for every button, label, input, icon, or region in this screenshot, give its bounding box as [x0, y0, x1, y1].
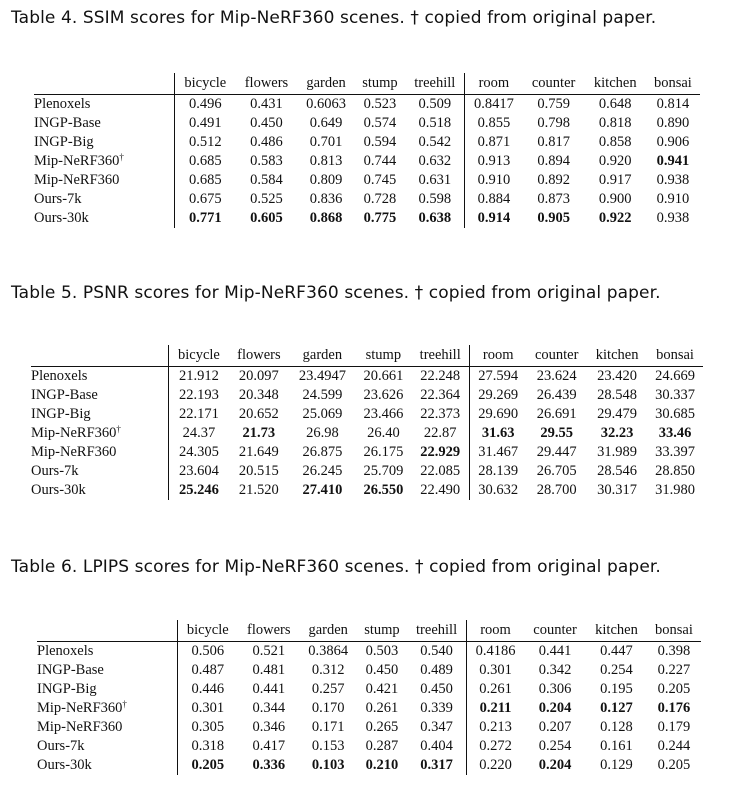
method-name: Mip-NeRF360 — [31, 425, 117, 441]
row-label — [34, 114, 175, 133]
score-cell: 0.818 — [598, 115, 632, 131]
column-header: bonsai — [646, 73, 700, 95]
table-row — [37, 718, 701, 737]
score-cell: 0.306 — [538, 681, 572, 697]
row-label — [31, 443, 169, 462]
score-cell: 22.87 — [411, 424, 469, 443]
method-name: INGP-Base — [34, 115, 101, 131]
method-name: Mip-NeRF360 — [31, 444, 117, 460]
table-row — [34, 133, 700, 152]
column-header: kitchen — [587, 345, 647, 367]
score-cell: 0.346 — [252, 719, 286, 735]
column-header: bicycle — [177, 620, 237, 642]
score-cell: 26.98 — [306, 425, 339, 441]
score-cell: 0.176 — [657, 700, 691, 716]
column-header: kitchen — [585, 73, 646, 95]
score-cell: 0.900 — [598, 191, 632, 207]
score-cell: 0.632 — [405, 152, 464, 171]
score-cell: 0.920 — [598, 153, 632, 169]
score-cell: 0.257 — [311, 681, 345, 697]
method-name: Mip-NeRF360 — [37, 700, 123, 716]
row-label — [31, 462, 169, 481]
score-cell: 0.254 — [600, 662, 633, 678]
score-cell: 0.127 — [600, 700, 633, 716]
score-cell: 25.246 — [178, 482, 219, 498]
score-cell: 26.550 — [363, 482, 404, 498]
header-row — [31, 345, 703, 367]
score-cell: 0.161 — [600, 738, 633, 754]
score-cell: 0.598 — [405, 190, 464, 209]
score-cell: 28.546 — [597, 463, 638, 479]
table-row — [37, 756, 701, 775]
dagger-marker: † — [122, 699, 127, 709]
method-name: INGP-Big — [34, 134, 94, 150]
score-cell: 0.431 — [250, 96, 283, 112]
score-cell: 21.73 — [242, 425, 276, 441]
score-cell: 28.139 — [478, 463, 519, 479]
table-4-caption: Table 4. SSIM scores for Mip-NeRF360 scenes. † copied from original paper. — [11, 8, 657, 28]
row-label — [37, 718, 177, 737]
table-row — [34, 152, 700, 171]
method-name: INGP-Base — [37, 662, 104, 678]
score-cell: 26.691 — [536, 406, 577, 422]
score-cell: 0.675 — [188, 191, 222, 207]
score-cell: 33.46 — [658, 425, 692, 441]
score-cell: 29.690 — [478, 406, 519, 422]
score-cell: 27.410 — [302, 482, 343, 498]
score-cell: 0.8417 — [473, 96, 514, 112]
score-cell: 0.521 — [252, 643, 286, 659]
score-cell: 24.599 — [302, 387, 343, 403]
score-cell: 0.261 — [365, 700, 399, 716]
score-cell: 0.496 — [188, 96, 222, 112]
score-cell: 0.868 — [309, 210, 343, 226]
column-header: garden — [300, 620, 357, 642]
score-cell: 0.336 — [252, 757, 286, 773]
header-row — [37, 620, 701, 642]
score-cell: 27.594 — [478, 368, 519, 384]
score-cell: 0.207 — [538, 719, 572, 735]
score-cell: 0.450 — [250, 115, 283, 131]
table-6-caption: Table 6. LPIPS scores for Mip-NeRF360 scenes. † copied from original paper. — [11, 557, 661, 577]
score-cell: 0.913 — [477, 153, 511, 169]
score-cell: 0.179 — [657, 719, 691, 735]
score-cell: 0.685 — [188, 172, 222, 188]
score-cell: 31.467 — [478, 444, 519, 460]
table-row — [31, 405, 703, 424]
row-label — [34, 190, 175, 209]
row-label — [34, 95, 175, 115]
score-cell: 0.518 — [405, 114, 464, 133]
score-cell: 0.583 — [250, 153, 283, 169]
score-cell: 0.170 — [311, 700, 345, 716]
score-cell: 23.624 — [536, 368, 577, 384]
score-cell: 20.097 — [238, 368, 279, 384]
score-cell: 0.809 — [309, 172, 343, 188]
method-name: Plenoxels — [31, 368, 88, 384]
row-label — [37, 699, 177, 718]
score-cell: 20.652 — [238, 406, 279, 422]
score-cell: 23.466 — [363, 406, 404, 422]
column-header: bonsai — [647, 620, 701, 642]
score-cell: 29.479 — [597, 406, 638, 422]
score-cell: 28.700 — [536, 482, 577, 498]
score-cell: 0.261 — [479, 681, 512, 697]
score-cell: 0.254 — [538, 738, 572, 754]
column-header: room — [465, 73, 523, 95]
score-cell: 0.481 — [252, 662, 286, 678]
method-name: Mip-NeRF360 — [34, 172, 120, 188]
score-cell: 22.085 — [411, 462, 469, 481]
score-cell: 21.912 — [178, 368, 219, 384]
score-cell: 28.850 — [655, 463, 695, 479]
score-cell: 22.364 — [411, 386, 469, 405]
score-cell: 0.6063 — [306, 96, 347, 112]
column-header: counter — [524, 620, 586, 642]
score-cell: 0.129 — [600, 757, 633, 773]
table-row — [37, 737, 701, 756]
score-cell: 0.540 — [407, 642, 466, 662]
score-cell: 0.450 — [407, 680, 466, 699]
table-row — [34, 171, 700, 190]
score-cell: 0.204 — [538, 700, 572, 716]
method-name: Ours-30k — [31, 482, 86, 498]
column-header: kitchen — [586, 620, 647, 642]
score-cell: 0.914 — [477, 210, 511, 226]
score-cell: 0.486 — [250, 134, 283, 150]
score-cell: 0.890 — [656, 115, 690, 131]
score-cell: 0.417 — [252, 738, 286, 754]
table-row — [31, 443, 703, 462]
score-cell: 0.594 — [363, 134, 397, 150]
score-cell: 0.584 — [250, 172, 283, 188]
table-row — [31, 367, 703, 387]
column-header: room — [470, 345, 527, 367]
table-row — [34, 95, 700, 115]
corner-cell — [37, 620, 177, 642]
column-header: stump — [355, 73, 406, 95]
score-cell: 0.441 — [538, 643, 572, 659]
score-cell: 0.906 — [656, 134, 690, 150]
corner-cell — [31, 345, 169, 367]
score-cell: 0.884 — [477, 191, 511, 207]
score-cell: 0.728 — [363, 191, 397, 207]
table-row — [34, 114, 700, 133]
row-label — [34, 152, 175, 171]
dagger-marker: † — [116, 424, 121, 434]
score-cell: 0.894 — [537, 153, 570, 169]
column-header: flowers — [235, 73, 297, 95]
score-cell: 0.798 — [537, 115, 570, 131]
score-cell: 0.265 — [365, 719, 399, 735]
score-cell: 0.523 — [363, 96, 397, 112]
score-cell: 0.759 — [537, 96, 570, 112]
score-cell: 24.37 — [182, 425, 216, 441]
column-header: counter — [526, 345, 587, 367]
score-cell: 0.446 — [191, 681, 225, 697]
score-cell: 0.542 — [405, 133, 464, 152]
score-cell: 24.669 — [655, 368, 695, 384]
score-cell: 25.709 — [363, 463, 404, 479]
score-cell: 20.515 — [238, 463, 279, 479]
score-cell: 24.305 — [178, 444, 219, 460]
score-cell: 0.941 — [656, 153, 690, 169]
score-cell: 21.520 — [238, 482, 279, 498]
column-header: treehill — [407, 620, 466, 642]
method-name: Mip-NeRF360 — [37, 719, 123, 735]
table-row — [34, 209, 700, 228]
column-header: bicycle — [169, 345, 228, 367]
score-cell: 0.638 — [405, 209, 464, 228]
score-cell: 0.938 — [656, 210, 690, 226]
score-cell: 0.205 — [191, 757, 225, 773]
row-label — [31, 367, 169, 387]
score-cell: 0.210 — [365, 757, 399, 773]
score-cell: 22.490 — [411, 481, 469, 500]
score-cell: 0.525 — [250, 191, 283, 207]
score-cell: 31.980 — [655, 482, 695, 498]
score-cell: 30.317 — [597, 482, 638, 498]
method-name: Plenoxels — [34, 96, 91, 112]
score-cell: 0.318 — [191, 738, 225, 754]
score-cell: 23.4947 — [298, 368, 346, 384]
score-cell: 0.905 — [537, 210, 570, 226]
score-cell: 0.506 — [191, 643, 225, 659]
ssim-table — [34, 73, 700, 228]
score-cell: 0.701 — [309, 134, 343, 150]
score-cell: 0.441 — [252, 681, 286, 697]
score-cell: 26.439 — [536, 387, 577, 403]
row-label — [37, 756, 177, 775]
score-cell: 0.605 — [250, 210, 283, 226]
score-cell: 30.685 — [655, 406, 695, 422]
psnr-table — [31, 345, 703, 500]
method-name: Ours-7k — [31, 463, 79, 479]
score-cell: 0.491 — [188, 115, 222, 131]
score-cell: 22.929 — [411, 443, 469, 462]
score-cell: 0.317 — [407, 756, 466, 775]
score-cell: 0.745 — [363, 172, 397, 188]
row-label — [34, 171, 175, 190]
score-cell: 0.771 — [188, 210, 222, 226]
score-cell: 22.248 — [411, 367, 469, 387]
method-name: Plenoxels — [37, 643, 94, 659]
score-cell: 0.775 — [363, 210, 397, 226]
score-cell: 0.398 — [657, 643, 691, 659]
score-cell: 21.649 — [238, 444, 279, 460]
table-row — [37, 642, 701, 662]
score-cell: 0.685 — [188, 153, 222, 169]
score-cell: 0.574 — [363, 115, 397, 131]
column-header: counter — [523, 73, 585, 95]
table-row — [37, 680, 701, 699]
score-cell: 0.447 — [600, 643, 633, 659]
score-cell: 23.604 — [178, 463, 219, 479]
score-cell: 31.63 — [481, 425, 515, 441]
row-label — [37, 661, 177, 680]
score-cell: 0.213 — [479, 719, 512, 735]
score-cell: 0.648 — [598, 96, 632, 112]
score-cell: 0.509 — [405, 95, 464, 115]
method-name: Mip-NeRF360 — [34, 153, 120, 169]
column-header: garden — [289, 345, 355, 367]
score-cell: 0.917 — [598, 172, 632, 188]
score-cell: 29.55 — [540, 425, 574, 441]
table-row — [31, 386, 703, 405]
score-cell: 0.301 — [479, 662, 512, 678]
score-cell: 0.3864 — [308, 643, 349, 659]
score-cell: 0.858 — [598, 134, 632, 150]
score-cell: 0.171 — [311, 719, 345, 735]
lpips-table — [37, 620, 701, 775]
score-cell: 0.922 — [598, 210, 632, 226]
score-cell: 0.347 — [407, 718, 466, 737]
score-cell: 0.205 — [657, 681, 691, 697]
score-cell: 0.227 — [657, 662, 691, 678]
column-header: stump — [355, 345, 411, 367]
score-cell: 0.128 — [600, 719, 633, 735]
score-cell: 0.503 — [365, 643, 399, 659]
score-cell: 0.487 — [191, 662, 225, 678]
table-row — [31, 462, 703, 481]
column-header: bicycle — [175, 73, 236, 95]
corner-cell — [34, 73, 175, 95]
score-cell: 0.344 — [252, 700, 286, 716]
method-name: INGP-Big — [31, 406, 91, 422]
score-cell: 0.404 — [407, 737, 466, 756]
score-cell: 0.339 — [407, 699, 466, 718]
column-header: bonsai — [647, 345, 703, 367]
score-cell: 23.626 — [363, 387, 404, 403]
dagger-marker: † — [119, 152, 124, 162]
table-row — [37, 699, 701, 718]
score-cell: 30.337 — [655, 387, 695, 403]
score-cell: 0.220 — [479, 757, 512, 773]
row-label — [37, 680, 177, 699]
score-cell: 0.910 — [656, 191, 690, 207]
score-cell: 0.301 — [191, 700, 225, 716]
score-cell: 0.204 — [538, 757, 572, 773]
score-cell: 29.269 — [478, 387, 519, 403]
row-label — [31, 405, 169, 424]
score-cell: 0.421 — [365, 681, 399, 697]
score-cell: 22.193 — [178, 387, 219, 403]
score-cell: 0.512 — [188, 134, 222, 150]
row-label — [31, 386, 169, 405]
method-name: Ours-30k — [34, 210, 89, 226]
column-header: room — [466, 620, 524, 642]
score-cell: 0.836 — [309, 191, 343, 207]
score-cell: 0.631 — [405, 171, 464, 190]
score-cell: 0.873 — [537, 191, 570, 207]
score-cell: 0.649 — [309, 115, 343, 131]
table-row — [31, 481, 703, 500]
score-cell: 0.195 — [600, 681, 633, 697]
column-header: treehill — [411, 345, 469, 367]
score-cell: 0.342 — [538, 662, 572, 678]
score-cell: 28.548 — [597, 387, 638, 403]
column-header: flowers — [228, 345, 289, 367]
score-cell: 26.705 — [536, 463, 577, 479]
column-header: treehill — [405, 73, 464, 95]
score-cell: 26.245 — [302, 463, 343, 479]
method-name: Ours-30k — [37, 757, 92, 773]
score-cell: 0.244 — [657, 738, 691, 754]
score-cell: 26.175 — [363, 444, 404, 460]
score-cell: 0.211 — [479, 700, 512, 716]
score-cell: 26.875 — [302, 444, 343, 460]
score-cell: 20.348 — [238, 387, 279, 403]
score-cell: 0.744 — [363, 153, 397, 169]
score-cell: 0.450 — [365, 662, 399, 678]
score-cell: 33.397 — [655, 444, 695, 460]
column-header: stump — [357, 620, 408, 642]
row-label — [31, 481, 169, 500]
score-cell: 0.305 — [191, 719, 225, 735]
score-cell: 22.171 — [178, 406, 219, 422]
score-cell: 0.205 — [657, 757, 691, 773]
score-cell: 0.4186 — [475, 643, 516, 659]
column-header: flowers — [238, 620, 300, 642]
score-cell: 23.420 — [597, 368, 638, 384]
score-cell: 25.069 — [302, 406, 343, 422]
score-cell: 0.892 — [537, 172, 570, 188]
score-cell: 29.447 — [536, 444, 577, 460]
table-row — [31, 424, 703, 443]
score-cell: 0.489 — [407, 661, 466, 680]
score-cell: 0.153 — [311, 738, 345, 754]
method-name: INGP-Base — [31, 387, 98, 403]
row-label — [31, 424, 169, 443]
method-name: INGP-Big — [37, 681, 97, 697]
table-row — [34, 190, 700, 209]
score-cell: 0.312 — [311, 662, 345, 678]
score-cell: 0.103 — [311, 757, 345, 773]
score-cell: 0.272 — [479, 738, 512, 754]
score-cell: 32.23 — [600, 425, 634, 441]
score-cell: 0.871 — [477, 134, 511, 150]
column-header: garden — [298, 73, 355, 95]
score-cell: 0.287 — [365, 738, 399, 754]
method-name: Ours-7k — [34, 191, 82, 207]
row-label — [34, 133, 175, 152]
score-cell: 20.661 — [363, 368, 404, 384]
score-cell: 22.373 — [411, 405, 469, 424]
row-label — [34, 209, 175, 228]
score-cell: 0.938 — [656, 172, 690, 188]
score-cell: 0.910 — [477, 172, 511, 188]
table-row — [37, 661, 701, 680]
score-cell: 31.989 — [597, 444, 638, 460]
score-cell: 0.814 — [656, 96, 690, 112]
score-cell: 26.40 — [367, 425, 400, 441]
table-5-caption: Table 5. PSNR scores for Mip-NeRF360 scenes. † copied from original paper. — [11, 283, 661, 303]
score-cell: 30.632 — [478, 482, 519, 498]
row-label — [37, 737, 177, 756]
score-cell: 0.813 — [309, 153, 343, 169]
method-name: Ours-7k — [37, 738, 85, 754]
score-cell: 0.817 — [537, 134, 570, 150]
row-label — [37, 642, 177, 662]
score-cell: 0.855 — [477, 115, 511, 131]
header-row — [34, 73, 700, 95]
